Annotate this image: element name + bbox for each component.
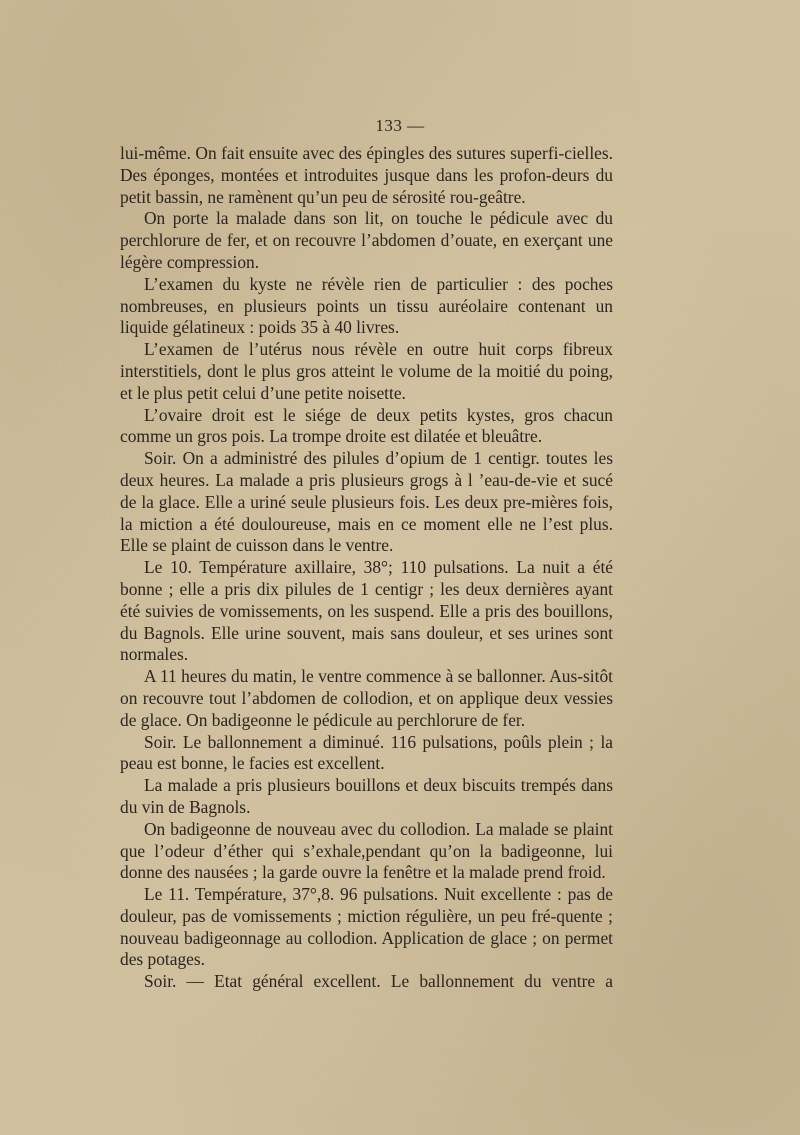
page-number: 133 — xyxy=(375,116,425,135)
paragraph-continuation: lui-même. On fait ensuite avec des épingles des sutures superfi-cielles. Des éponges, montées et introduites jusque dans les profon-deurs du petit bassin, ne ramènent qu’un peu de sérosité rou-geâtre. xyxy=(120,143,613,207)
body-text xyxy=(120,143,613,993)
paragraph-day-10: Le 10. Température axillaire, 38°; 110 pulsations. La nuit a été bonne ; elle a pris dix pilules de 1 centigr ; les deux dernières ayant été suivies de vomissements, on les suspend. Elle a pris des bouillons, du Bagnols. Elle urine souvent, mais sans douleur, et ses urines sont normales. xyxy=(120,557,613,665)
paragraph-evening-3: Soir. — Etat général excellent. Le ballonnement du ventre a xyxy=(144,971,613,992)
paragraph-bouillons: La malade a pris plusieurs bouillons et deux biscuits trempés dans du vin de Bagnols. xyxy=(120,775,613,817)
paragraph-ovary: L’ovaire droit est le siége de deux petits kystes, gros chacun comme un gros pois. La trompe droite est dilatée et bleuâtre. xyxy=(120,404,613,447)
paragraph-11-am: A 11 heures du matin, le ventre commence à se ballonner. Aus-sitôt on recouvre tout l’abdomen de collodion, et on applique deux vessies de glace. On badigeonne le pédicule au perchlorure de fer. xyxy=(120,666,613,730)
paragraph-cyst-exam: L’examen du kyste ne révèle rien de particulier : des poches nombreuses, en plusieurs points un tissu auréolaire contenant un liquide gélatineux : poids 35 à 40 livres. xyxy=(120,273,613,338)
paragraph-collodion: On badigeonne de nouveau avec du collodion. La malade se plaint que l’odeur d’éther qui s’exhale,pendant qu’on la badigeonne, lui donne des nausées ; la garde ouvre la fenêtre et la malade prend froid. xyxy=(120,818,613,883)
paragraph-day-11: Le 11. Température, 37°,8. 96 pulsations. Nuit excellente : pas de douleur, pas de vomissements ; miction régulière, un peu fré-quente ; nouveau badigeonnage au collodion. Application de glace ; on permet des potages. xyxy=(120,884,613,970)
paragraph-bed-treatment: On porte la malade dans son lit, on touche le pédicule avec du perchlorure de fer, et on recouvre l’abdomen d’ouate, en exerçant une légère compression. xyxy=(120,208,613,272)
paragraph-uterus-exam: L’examen de l’utérus nous révèle en outre huit corps fibreux interstitiels, dont le plus gros atteint le volume de la moitié du poing, et le plus petit celui d’une petite noisette. xyxy=(120,339,613,403)
paragraph-evening-2: Soir. Le ballonnement a diminué. 116 pulsations, poûls plein ; la peau est bonne, le facies est excellent. xyxy=(120,731,613,774)
paragraph-evening-1: Soir. On a administré des pilules d’opium de 1 centigr. toutes les deux heures. La malade a pris plusieurs grogs à l ’eau-de-vie et sucé de la glace. Elle a uriné seule plusieurs fois. Les deux pre-mières fois, la miction a été douloureuse, mais en ce moment elle ne l’est plus. Elle se plaint de cuisson dans le ventre. xyxy=(120,448,613,556)
